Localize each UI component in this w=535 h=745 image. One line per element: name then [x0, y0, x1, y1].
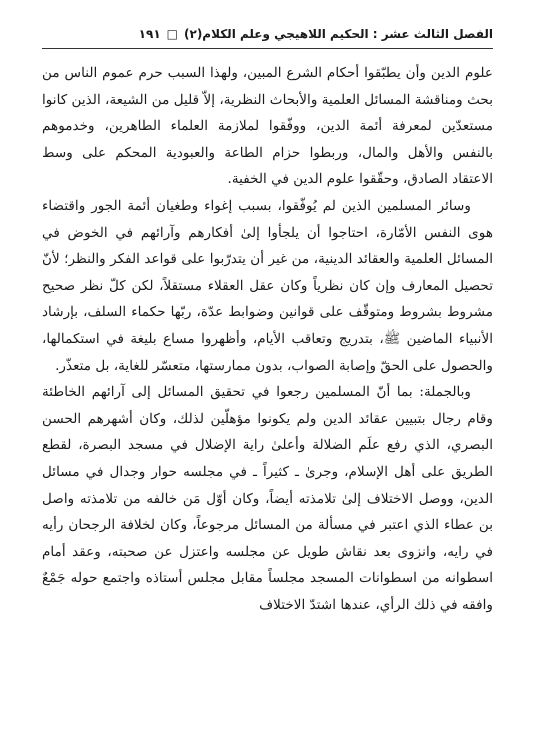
chapter-title: الفصل الثالث عشر : الحكيم اللاهيجي وعلم الكلام(٢)	[184, 27, 493, 41]
separator-icon: □	[166, 27, 178, 41]
paragraph-1: علوم الدين وأن يطبّقوا أحكام الشرع المبين، ولهذا السبب حرم عموم الناس من بحث ومناقشة المسائل العلمية والأبحاث النظرية، إلاّ قليل من الشيعة، الذين كانوا مستعدّين لمعرفة أئمة الدين، ووفّقوا لملازمة العلماء الطاهرين، وخدموهم بالنفس والأهل والمال، وربطوا حزام الطاعة والعبودية المحكم على وسط الاعتقاد الصادق، وحقّقوا علوم الدين في الخفية.	[42, 65, 493, 188]
paragraph-2: وسائر المسلمين الذين لم يُوفّقوا، بسبب إغواء وطغيان أئمة الجور واقتضاء هوى النفس الأمّارة، احتاجوا أن يلجأوا إلىٰ أفكارهم وآرائهم في الخوض في المسائل العلمية والعقائد الدينية، من غير أن يتدرّبوا على قواعد الفكر والنظر؛ لأنّ تحصيل المعارف وإن كان نظرياً وكان عقل العقلاء مستقلاً، لكن كلّ نظر صحيح مشروط بشروط ومتوقّف على قوانين وضوابط عدّة، ربّها حكماء السلف، بإرشاد الأنبياء الماضين ﷺ، بتدريج وتعاقب الأيام، وأظهروا مساع بليغة في استكمالها، والحصول على الحقّ وإصابة الصواب، بدون ممارستها، متعسّر للغاية، بل متعذّر.	[42, 197, 493, 374]
running-header	[42, 22, 493, 46]
body-text	[42, 60, 493, 618]
paragraph-3: وبالجملة: بما أنّ المسلمين رجعوا في تحقيق المسائل إلى آرائهم الخاطئة وقام رجال بتبيين عقائد الدين ولم يكونوا مؤهلّين لذلك، وكان أشهرهم الحسن البصري، الذي رفع علَم الضلالة وأعلىٰ راية الإضلال في مسجد البصرة، لقطع الطريق على أهل الإسلام، وجرىٰ ـ كثيراً ـ في مجلسه حوار وجدال في مسائل الدين، ووصل الاختلاف إلىٰ تلامذته أيضاً، وكان أوّل مَن خالفه من تلامذته واصل بن عطاء الذي اعتبر في مسألة من المسائل مرجوعاً، وكان لخلافة الرجحان رأيه في رايه، وانزوى بعد نقاش طويل عن مجلسه واعتزل عن صحبته، وعقد أمام اسطوانه من اسطوانات المسجد مجلساً مقابل مجلس أستاذه واجتمع حوله جَمْعٌ وافقه في ذلك الرأي، عندها اشتدّ الاختلاف	[42, 384, 493, 613]
header-divider	[42, 48, 493, 49]
page-number: ١٩١	[138, 27, 161, 41]
